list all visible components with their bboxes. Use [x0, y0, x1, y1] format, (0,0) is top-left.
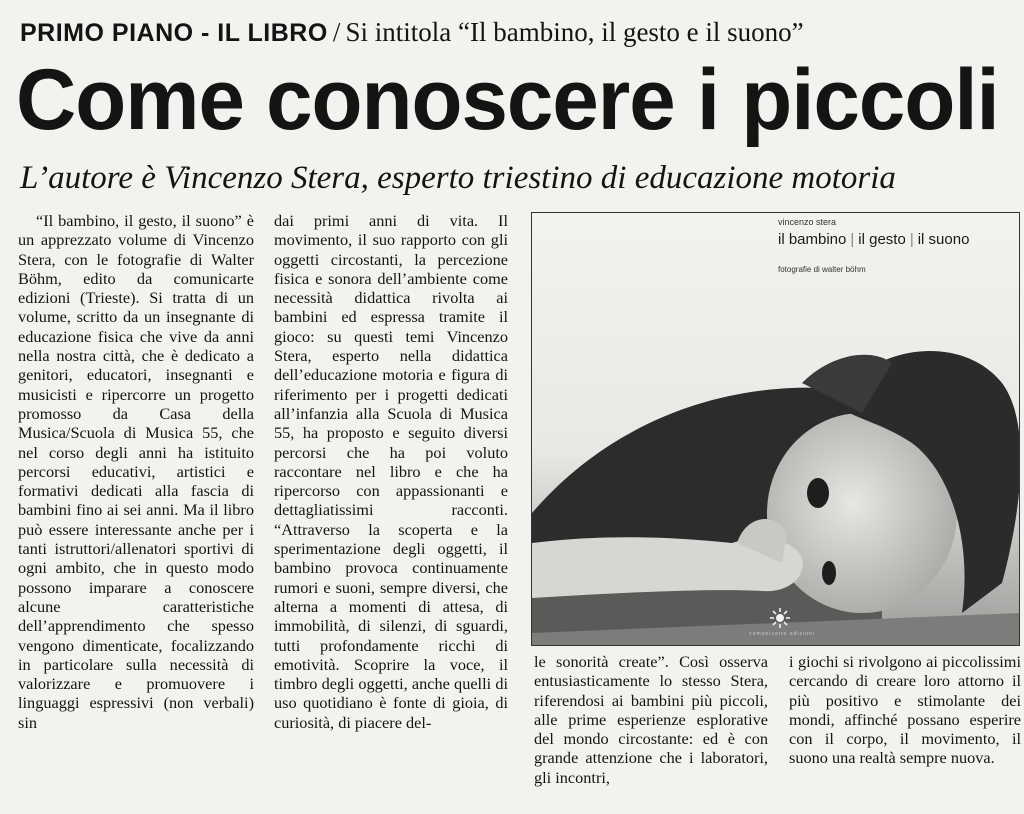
cover-title-divider: | [850, 231, 855, 248]
cover-title-part-2: il gesto [858, 231, 906, 248]
boy-photo [532, 213, 1020, 646]
cover-title-divider: | [909, 231, 914, 248]
kicker-topic: Si intitola “Il bambino, il gesto e il suono” [345, 17, 804, 47]
subheadline: L’autore è Vincenzo Stera, esperto triestino di educazione motoria [20, 160, 896, 196]
cover-title-part-3: il suono [917, 231, 970, 248]
section-label: PRIMO PIANO - IL LIBRO [20, 19, 328, 47]
article-column-3 [534, 652, 768, 787]
headline: Come conoscere i piccoli [16, 52, 999, 148]
cover-title-part-1: il bambino [778, 231, 847, 248]
book-cover-photo [531, 212, 1020, 646]
column-4-text: i giochi si rivolgono ai piccolissimi cercando di creare loro attorno il più positivo e stimolante dei mondi, affinché possano esperire con il corpo, il movimento, il suono una realtà sempre nuova. [789, 652, 1021, 768]
column-3-text: le sonorità create”. Così osserva entusiasticamente lo stesso Stera, riferendosi ai bambini più piccoli, alle prime esperienze esplorative del mondo circostante: ed è con grande attenzione che i laboratori, gli incontri, [534, 652, 768, 787]
article-column-1 [18, 211, 254, 732]
article-column-4 [789, 652, 1021, 768]
sun-icon [769, 607, 791, 629]
cover-author: vincenzo stera [778, 217, 837, 227]
cover-photo-credit: fotografie di walter böhm [778, 265, 866, 274]
publisher-name: comunicarte edizioni [749, 631, 815, 637]
column-2-text: dai primi anni di vita. Il movimento, il suo rapporto con gli oggetti circostanti, la percezione fisica e sonora dell’ambiente come necessità didattica rivolta ai bambini ed espressa tramite il gioco: su questi temi Vincenzo Stera, esperto nella didattica dell’educazione motoria e figura di riferimento per i progetti dedicati all’infanzia alla Scuola di Musica 55, ha proposto e seguito diversi percorsi che ha poi voluto raccontare nel libro e che ha ripercorso con appassionanti e dettagliatissimi racconti. “Attraverso la scoperta e la sperimentazione degli oggetti, il bambino provoca continuamente rumori e suoni, sempre diversi, che alterna a momenti di attesa, di immobilità, di silenzi, di sguardi, tutti profondamente ricchi di emotività. Scoprire la voce, il timbro degli oggetti, anche quelli di uso quotidiano è fonte di gioia, di curiosità, di piacere del- [274, 211, 508, 732]
kicker-separator: / [332, 17, 341, 47]
column-1-text: “Il bambino, il gesto, il suono” è un apprezzato volume di Vincenzo Stera, con le fotografie di Walter Böhm, edito da comunicarte edizioni (Trieste). Si tratta di un volume, scritto da un insegnante di educazione fisica che vive da anni nella nostra città, che è dedicato a genitori, educatori, insegnanti e musicisti e ripercorre un progetto promosso da Casa della Musica/Scuola di Musica 55, che nel corso degli anni ha istituito percorsi educativi, artistici e formativi dedicati alla fascia di bambini fino ai sei anni. Ma il libro può essere interessante anche per i tanti istruttori/allenatori sportivi di ogni ambito, che in questo modo possono imparare a conoscere alcune caratteristiche dell’apprendimento che spesso vengono dimenticate, focalizzando in particolare sulla necessità di valorizzare e promuovere i linguaggi espressivi (non verbali) sin [18, 211, 254, 732]
cover-title [778, 231, 969, 248]
article-column-2 [274, 211, 508, 732]
